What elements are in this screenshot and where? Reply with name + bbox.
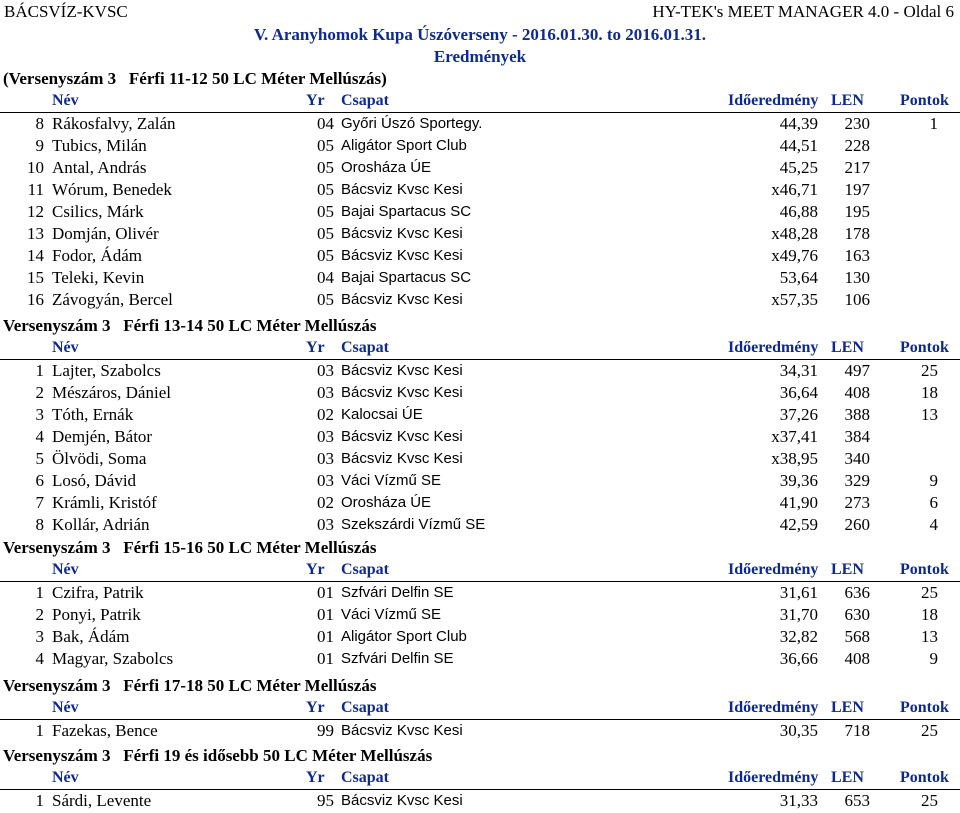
- result-points: 25: [921, 583, 938, 602]
- result-len: 653: [844, 791, 870, 810]
- result-place: 4: [35, 649, 44, 668]
- result-len: 718: [844, 721, 870, 740]
- column-header-name: Név: [52, 92, 79, 109]
- result-name: Czifra, Patrik: [52, 583, 144, 602]
- column-header-len: LEN: [831, 769, 864, 786]
- result-name: Bak, Ádám: [52, 627, 130, 646]
- result-club: Bácsviz Kvsc Kesi: [341, 225, 463, 242]
- meet-title: V. Aranyhomok Kupa Úszóverseny - 2016.01.30. to 2016.01.31.: [253, 25, 707, 44]
- result-name: Csilics, Márk: [52, 202, 144, 221]
- result-name: Lajter, Szabolcs: [52, 361, 161, 380]
- result-place: 14: [27, 246, 44, 265]
- result-yr: 05: [317, 180, 334, 199]
- result-len: 636: [844, 583, 870, 602]
- page-header: [0, 0, 960, 22]
- result-len: 195: [844, 202, 870, 221]
- result-place: 13: [27, 224, 44, 243]
- result-row: [0, 471, 960, 493]
- result-yr: 05: [317, 224, 334, 243]
- result-club: Orosháza ÚE: [341, 159, 432, 176]
- result-place: 2: [35, 605, 44, 624]
- column-header-yr: Yr: [306, 561, 325, 578]
- result-club: Bácsviz Kvsc Kesi: [341, 792, 463, 809]
- result-points: 25: [921, 721, 938, 740]
- result-time: 44,51: [779, 136, 818, 155]
- result-club: Bácsviz Kvsc Kesi: [341, 722, 463, 739]
- result-club: Szfvári Delfin SE: [341, 584, 454, 601]
- organization-name: BÁCSVÍZ-KVSC: [4, 2, 128, 21]
- column-header-len: LEN: [831, 699, 864, 716]
- result-row: [0, 246, 960, 268]
- result-time: 45,25: [779, 158, 818, 177]
- result-row: [0, 202, 960, 224]
- result-club: Aligátor Sport Club: [341, 628, 467, 645]
- result-name: Sárdi, Levente: [52, 791, 152, 810]
- result-name: Wórum, Benedek: [52, 180, 172, 199]
- result-club: Kalocsai ÚE: [341, 406, 423, 423]
- column-header-points: Pontok: [900, 339, 949, 356]
- result-time: 42,59: [779, 515, 818, 534]
- column-header-yr: Yr: [306, 699, 325, 716]
- result-club: Bácsviz Kvsc Kesi: [341, 384, 463, 401]
- result-len: 329: [844, 471, 870, 490]
- result-place: 4: [35, 427, 44, 446]
- result-len: 230: [844, 114, 870, 133]
- result-len: 217: [844, 158, 870, 177]
- column-header-points: Pontok: [900, 92, 949, 109]
- result-name: Tubics, Milán: [52, 136, 147, 155]
- result-name: Krámli, Kristóf: [52, 493, 157, 512]
- column-header-row: [0, 339, 960, 360]
- result-time: 34,31: [779, 361, 818, 380]
- result-place: 2: [35, 383, 44, 402]
- result-place: 10: [27, 158, 44, 177]
- result-time: x57,35: [771, 290, 818, 309]
- column-header-club: Csapat: [341, 561, 390, 578]
- result-yr: 04: [317, 114, 334, 133]
- result-name: Domján, Olivér: [52, 224, 159, 243]
- software-page-label: HY-TEK's MEET MANAGER 4.0 - Oldal 6: [652, 2, 954, 21]
- column-header-time: Időeredmény: [728, 92, 819, 109]
- result-points: 18: [921, 605, 938, 624]
- result-time: 39,36: [779, 471, 818, 490]
- result-points: 6: [929, 493, 938, 512]
- result-club: Bácsviz Kvsc Kesi: [341, 247, 463, 264]
- result-name: Ölvödi, Soma: [52, 449, 147, 468]
- result-time: 44,39: [779, 114, 818, 133]
- result-row: [0, 405, 960, 427]
- result-place: 15: [27, 268, 44, 287]
- result-yr: 05: [317, 136, 334, 155]
- result-points: 9: [929, 471, 938, 490]
- column-header-row: [0, 699, 960, 720]
- result-row: [0, 583, 960, 605]
- result-row: [0, 449, 960, 471]
- column-header-yr: Yr: [306, 339, 325, 356]
- results-title: Eredmények: [433, 47, 527, 66]
- column-header-len: LEN: [831, 92, 864, 109]
- column-header-points: Pontok: [900, 769, 949, 786]
- result-name: Fodor, Ádám: [52, 246, 142, 265]
- column-header-row: [0, 769, 960, 790]
- result-yr: 05: [317, 158, 334, 177]
- result-time: x48,28: [771, 224, 818, 243]
- result-yr: 99: [317, 721, 334, 740]
- result-place: 5: [35, 449, 44, 468]
- result-yr: 05: [317, 246, 334, 265]
- result-row: [0, 515, 960, 537]
- result-len: 273: [844, 493, 870, 512]
- result-name: Magyar, Szabolcs: [52, 649, 174, 668]
- result-time: 30,35: [779, 721, 818, 740]
- column-header-time: Időeredmény: [728, 699, 819, 716]
- result-yr: 03: [317, 471, 334, 490]
- event-title: Versenyszám 3 Férfi 19 és idősebb 50 LC Méter Mellúszás: [3, 746, 433, 765]
- result-club: Bácsviz Kvsc Kesi: [341, 181, 463, 198]
- result-place: 16: [27, 290, 44, 309]
- column-header-yr: Yr: [306, 769, 325, 786]
- result-club: Váci Vízmű SE: [341, 606, 442, 623]
- column-header-club: Csapat: [341, 769, 390, 786]
- column-header-time: Időeredmény: [728, 769, 819, 786]
- result-yr: 01: [317, 627, 334, 646]
- result-points: 13: [921, 627, 938, 646]
- result-yr: 05: [317, 290, 334, 309]
- result-name: Závogyán, Bercel: [52, 290, 173, 309]
- result-row: [0, 268, 960, 290]
- result-len: 568: [844, 627, 870, 646]
- result-points: 1: [929, 114, 938, 133]
- result-name: Tóth, Ernák: [52, 405, 134, 424]
- result-yr: 05: [317, 202, 334, 221]
- result-place: 3: [35, 405, 44, 424]
- column-header-yr: Yr: [306, 92, 325, 109]
- result-time: 37,26: [779, 405, 818, 424]
- result-place: 1: [35, 361, 44, 380]
- column-header-points: Pontok: [900, 561, 949, 578]
- result-place: 7: [35, 493, 44, 512]
- result-yr: 03: [317, 361, 334, 380]
- result-time: 31,70: [779, 605, 818, 624]
- result-row: [0, 158, 960, 180]
- column-header-len: LEN: [831, 339, 864, 356]
- column-header-name: Név: [52, 769, 79, 786]
- result-yr: 03: [317, 515, 334, 534]
- result-club: Bácsviz Kvsc Kesi: [341, 362, 463, 379]
- result-name: Losó, Dávid: [52, 471, 137, 490]
- result-name: Demjén, Bátor: [52, 427, 153, 446]
- result-row: [0, 361, 960, 383]
- result-place: 1: [35, 583, 44, 602]
- result-time: x49,76: [771, 246, 818, 265]
- result-place: 6: [35, 471, 44, 490]
- result-len: 630: [844, 605, 870, 624]
- result-place: 3: [35, 627, 44, 646]
- column-header-len: LEN: [831, 561, 864, 578]
- result-club: Orosháza ÚE: [341, 494, 432, 511]
- result-club: Szekszárdi Vízmű SE: [341, 516, 486, 533]
- result-yr: 95: [317, 791, 334, 810]
- result-row: [0, 493, 960, 515]
- result-points: 18: [921, 383, 938, 402]
- result-club: Bácsviz Kvsc Kesi: [341, 450, 463, 467]
- result-yr: 03: [317, 449, 334, 468]
- result-row: [0, 114, 960, 136]
- result-yr: 02: [317, 405, 334, 424]
- result-row: [0, 627, 960, 649]
- result-name: Antal, András: [52, 158, 147, 177]
- result-len: 408: [844, 383, 870, 402]
- event-title: Versenyszám 3 Férfi 17-18 50 LC Méter Mellúszás: [3, 676, 377, 695]
- result-club: Bajai Spartacus SC: [341, 203, 472, 220]
- result-row: [0, 427, 960, 449]
- result-len: 130: [844, 268, 870, 287]
- column-header-club: Csapat: [341, 339, 390, 356]
- result-name: Teleki, Kevin: [52, 268, 145, 287]
- column-header-name: Név: [52, 699, 79, 716]
- result-points: 25: [921, 361, 938, 380]
- result-row: [0, 649, 960, 671]
- result-row: [0, 136, 960, 158]
- event-title: Versenyszám 3 Férfi 13-14 50 LC Méter Mellúszás: [3, 316, 377, 335]
- result-len: 340: [844, 449, 870, 468]
- result-yr: 01: [317, 605, 334, 624]
- result-place: 12: [27, 202, 44, 221]
- column-header-row: [0, 92, 960, 113]
- result-points: 4: [929, 515, 938, 534]
- result-place: 1: [35, 791, 44, 810]
- event-title: Versenyszám 3 Férfi 15-16 50 LC Méter Mellúszás: [3, 538, 377, 557]
- result-place: 8: [35, 515, 44, 534]
- result-place: 9: [35, 136, 44, 155]
- result-row: [0, 383, 960, 405]
- result-name: Fazekas, Bence: [52, 721, 158, 740]
- result-len: 384: [844, 427, 870, 446]
- column-header-club: Csapat: [341, 699, 390, 716]
- result-len: 163: [844, 246, 870, 265]
- result-time: 46,88: [779, 202, 818, 221]
- result-name: Mészáros, Dániel: [52, 383, 171, 402]
- result-time: 32,82: [779, 627, 818, 646]
- result-time: 41,90: [779, 493, 818, 512]
- result-len: 197: [844, 180, 870, 199]
- result-row: [0, 224, 960, 246]
- result-time: x46,71: [771, 180, 818, 199]
- result-len: 178: [844, 224, 870, 243]
- event-title: (Versenyszám 3 Férfi 11-12 50 LC Méter Mellúszás): [3, 69, 387, 88]
- result-yr: 03: [317, 427, 334, 446]
- column-header-time: Időeredmény: [728, 339, 819, 356]
- result-time: 53,64: [779, 268, 818, 287]
- result-row: [0, 721, 960, 743]
- result-name: Ponyi, Patrik: [52, 605, 141, 624]
- result-club: Győri Úszó Sportegy.: [341, 115, 483, 132]
- column-header-name: Név: [52, 561, 79, 578]
- result-time: 31,61: [779, 583, 818, 602]
- result-yr: 04: [317, 268, 334, 287]
- result-time: x37,41: [771, 427, 818, 446]
- result-len: 106: [844, 290, 870, 309]
- result-len: 497: [844, 361, 870, 380]
- result-time: 36,66: [779, 649, 818, 668]
- result-time: 36,64: [779, 383, 818, 402]
- column-header-time: Időeredmény: [728, 561, 819, 578]
- column-header-row: [0, 561, 960, 582]
- result-len: 408: [844, 649, 870, 668]
- result-club: Bácsviz Kvsc Kesi: [341, 428, 463, 445]
- result-points: 25: [921, 791, 938, 810]
- result-yr: 02: [317, 493, 334, 512]
- result-place: 8: [35, 114, 44, 133]
- result-name: Rákosfalvy, Zalán: [52, 114, 176, 133]
- result-yr: 01: [317, 583, 334, 602]
- result-points: 9: [929, 649, 938, 668]
- result-yr: 01: [317, 649, 334, 668]
- result-club: Váci Vízmű SE: [341, 472, 442, 489]
- result-time: 31,33: [779, 791, 818, 810]
- result-club: Szfvári Delfin SE: [341, 650, 454, 667]
- result-place: 1: [35, 721, 44, 740]
- result-len: 388: [844, 405, 870, 424]
- result-points: 13: [921, 405, 938, 424]
- result-len: 228: [844, 136, 870, 155]
- result-row: [0, 290, 960, 312]
- result-len: 260: [844, 515, 870, 534]
- result-row: [0, 180, 960, 202]
- result-club: Bácsviz Kvsc Kesi: [341, 291, 463, 308]
- column-header-points: Pontok: [900, 699, 949, 716]
- result-club: Aligátor Sport Club: [341, 137, 467, 154]
- result-yr: 03: [317, 383, 334, 402]
- result-name: Kollár, Adrián: [52, 515, 150, 534]
- result-club: Bajai Spartacus SC: [341, 269, 472, 286]
- column-header-name: Név: [52, 339, 79, 356]
- result-row: [0, 605, 960, 627]
- column-header-club: Csapat: [341, 92, 390, 109]
- result-time: x38,95: [771, 449, 818, 468]
- result-place: 11: [27, 180, 44, 199]
